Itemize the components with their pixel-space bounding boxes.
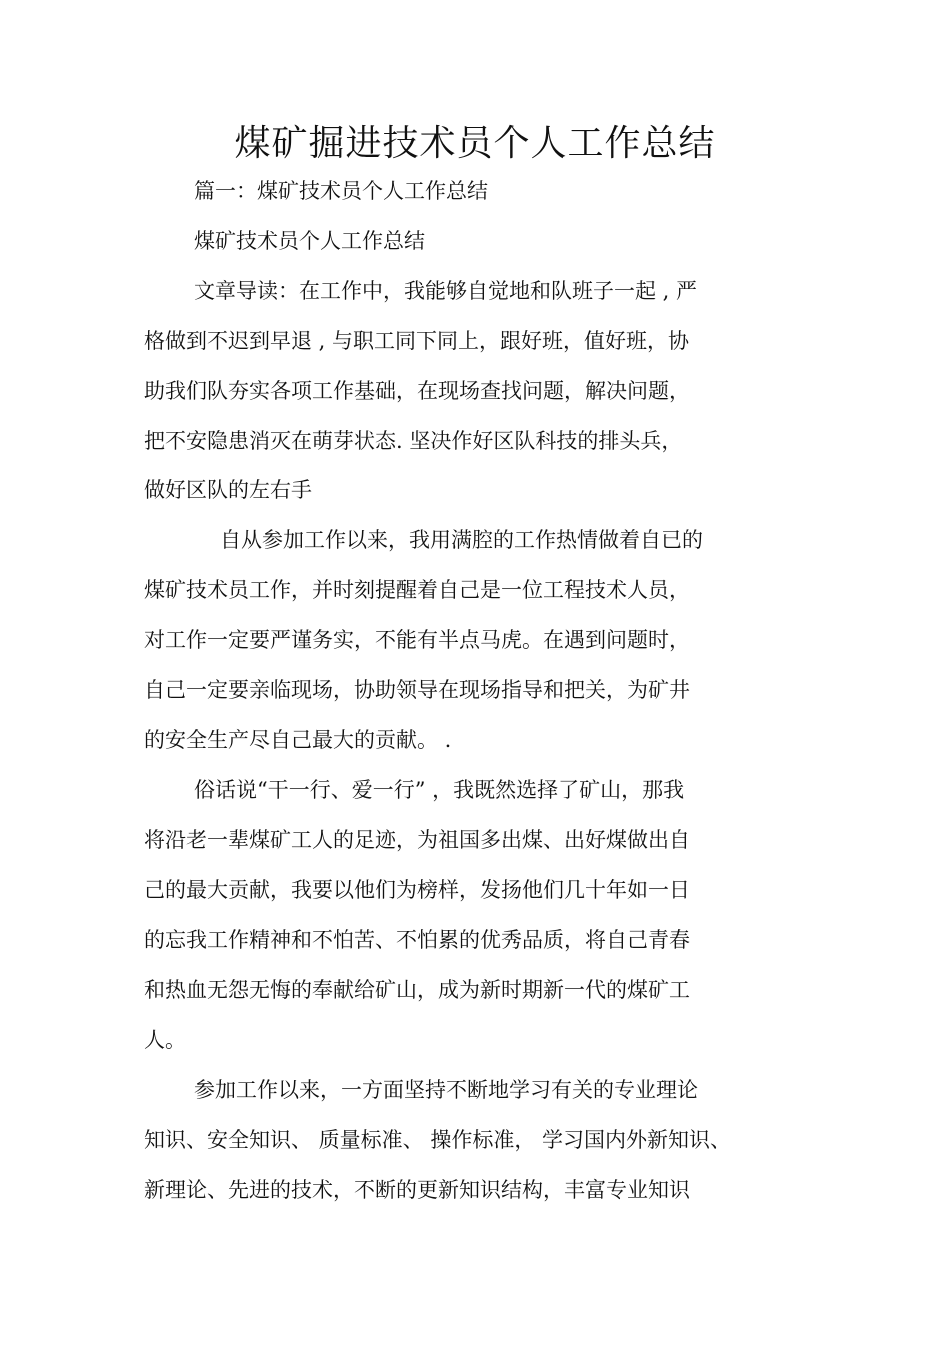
body-line: 把不安隐患消灭在萌芽状态. 坚决作好区队科技的排头兵， — [144, 429, 683, 453]
body-line: 将沿老一辈煤矿工人的足迹，为祖国多出煤、出好煤做出自 — [144, 828, 690, 852]
body-line: 俗话说“干一行、爱一行” ，我既然选择了矿山，那我 — [194, 778, 685, 802]
body-line: 新理论、先进的技术，不断的更新知识结构，丰富专业知识 — [144, 1178, 690, 1202]
body-line: 己的最大贡献，我要以他们为榜样，发扬他们几十年如一日 — [144, 878, 690, 902]
body-line: 煤矿技术员工作，并时刻提醒着自己是一位工程技术人员， — [144, 578, 690, 602]
document-title: 煤矿掘进技术员个人工作总结 — [234, 123, 716, 164]
body-line: 人。 — [144, 1028, 186, 1052]
body-line: 格做到不迟到早退 , 与职工同下同上，跟好班，值好班，协 — [144, 329, 690, 353]
body-line: 自己一定要亲临现场，协助领导在现场指导和把关，为矿井 — [144, 678, 690, 702]
body-line: 和热血无怨无悔的奉献给矿山，成为新时期新一代的煤矿工 — [144, 978, 690, 1002]
body-line: 对工作一定要严谨务实，不能有半点马虎。在遇到问题时， — [144, 628, 690, 652]
section-heading: 篇一：煤矿技术员个人工作总结 — [194, 179, 488, 203]
body-line: 的安全生产尽自己最大的贡献。 . — [144, 728, 452, 752]
body-line: 的忘我工作精神和不怕苦、不怕累的优秀品质，将自己青春 — [144, 928, 690, 952]
body-line: 文章导读：在工作中，我能够自觉地和队班子一起 , 严 — [194, 279, 698, 303]
article-subtitle: 煤矿技术员个人工作总结 — [194, 229, 425, 253]
body-line: 参加工作以来，一方面坚持不断地学习有关的专业理论 — [194, 1078, 698, 1102]
body-line: 做好区队的左右手 — [144, 478, 312, 502]
body-line: 知识、安全知识、 质量标准、 操作标准， 学习国内外新知识、 — [144, 1128, 732, 1152]
body-line: 助我们队夯实各项工作基础，在现场查找问题，解决问题， — [144, 379, 690, 403]
body-line: 自从参加工作以来，我用满腔的工作热情做着自已的 — [220, 528, 703, 552]
